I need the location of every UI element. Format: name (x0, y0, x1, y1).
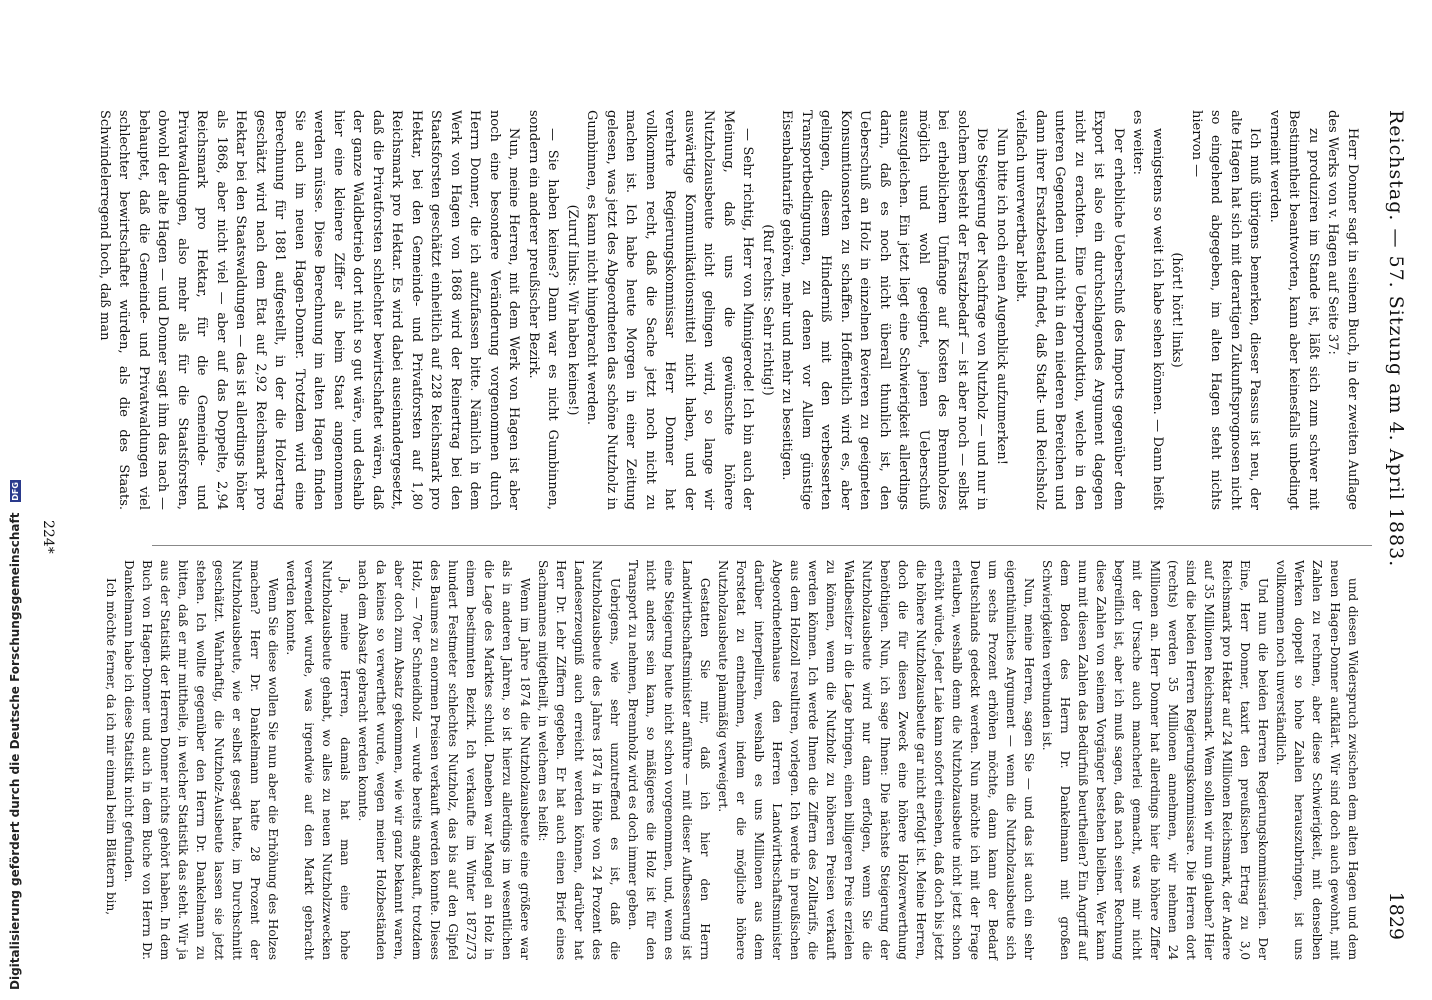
paragraph: zu produziren im Stande ist, läßt sich zum schwer mit Bestimmtheit beantworten, kann aber keinesfalls unbedingt verneint werden. (1267, 110, 1321, 510)
paragraph: (Ruf rechts: Sehr richtig!) (760, 224, 775, 396)
paragraph: — Sie haben keines? Dann war es nicht Gumbinnen, sondern ein anderer preußischer Bezirk. (526, 110, 561, 510)
page-number: 1829 (1385, 891, 1407, 940)
paragraph: Herr Donner sagt in seinem Buch, in der zweiten Auflage des Werks von v. Hagen auf Seite 37: (1325, 110, 1360, 510)
paragraph: Wenn im Jahre 1874 die Nutzholzausbeute eine größere war als in anderen Jahren, so ist hierzu allerdings im wesentlichen die Lage des Marktes schuld. Daneben war Mangel an Holz in einem bestimmten Bezirk. Ich verkaufte im Winter 1872/73 hundert Festmeter schlechtes Nutzholz, das bis auf den Gipfel des Baumes zu enormen Preisen verkauft werden konnte. Dieses Holz, — 70er Schneidholz — wurde bereits angekauft, trotzdem aber doch zum Absatz gekommen, wie wir ganz bekannt waren, da keines so verwerthet wurde, wegen meiner Holzbeständen nach dem Absatz gebracht werden konnte. (356, 560, 532, 960)
header-title: Reichstag. — 57. Sitzung am 4. April 1883. (1385, 110, 1407, 568)
paragraph: — Sehr richtig, Herr von Minnigerode! Ich bin auch der Meinung, daß uns die gewünschte höhere Nutzholzausbeute nicht gelingen wird, so lange wir auswärtige Kommunikationsmittel nicht haben, und der verehrte Regierungskommissar Herr Donner hat vollkommen recht, daß die Sache jetzt noch nicht zu machen ist. Ich habe heute Morgen in einer Zeitung gelesen, was jetzt des Abgeordneten das schöne Nutzholz in Gumbinnen, es kann nicht hingebracht werden. (584, 110, 756, 510)
footer-credit (8, 480, 22, 990)
right-column (102, 560, 1362, 960)
paragraph: Ich möchte ferner, da ich mir einmal beim Blättern bin, (104, 578, 118, 916)
paragraph: Der erhebliche Ueberschuß des Imports gegenüber dem Export ist also ein durchschlagendes Argument dagegen nicht zu erachten. Eine Ueberproduktion, welche in den unteren Gegenden und nicht in den niederen Bereichen und dann ihrer Ersatzbestand findet, daß Stadt- und Reichsholz vielfach unverwertbar bleibt. (1013, 110, 1126, 510)
paragraph: (Zuruf links: Wir haben keines!) (565, 204, 580, 416)
dfg-logo: DFG (11, 482, 20, 501)
paragraph: Ja, meine Herren, damals hat man eine hohe Nutzholzausbeute gehabt, wo alles zu neuen Nutzholzzwecken verwendet wurde, was irgendwie auf den Markt gebracht werden konnte. (284, 560, 352, 960)
paragraph: Nun, meine Herren, sagen Sie — und das ist auch ein sehr eigenthümliches Argument — wenn die Nutzholzausbeute sich um sechs Prozent erhöhen möchte, dann kann der Bedarf Deutschlands gedeckt werden. Nun möchte ich mit der Frage erlauben, weshalb denn die Nutzholzausbeute nicht jetzt schon erhöht würde. Jeder Laie kann sofort einsehen, daß doch bis jetzt die höhere Nutzholzausbeute gar nicht erfolgt ist. Meine Herren, doch die für diesen Zweck eine höhere Holzverwerthung benöthigen. Nun, ich sage Ihnen: Die nächste Steigerung der Nutzholzausbeute wird nur dann erfolgen, wenn Sie die Waldbesitzer in die Lage bringen, einen billigeren Preis erzielen zu können, wenn die Nutzholz zu höheren Preisen verkauft werden können. Ich werde Ihnen die Ziffern des Zolltarifs, die aus dem Holzzoll resultiren, vorlegen. Ich werde in preußischen Abgeordnetenhause den Herren Landwirthschaftsminister darüber interpelliren, weshalb es uns Millionen aus dem Forstetat zu entnehmen, indem er die mögliche höhere Nutzholzausbeute planmäßig verweigert. (716, 560, 1036, 960)
footer-credit-text: Digitalisierung gefördert durch die Deutsche Forschungsgemeinschaft (8, 512, 22, 990)
paragraph: wenigstens so weit ich habe sehen können. — Dann heißt es weiter: (1130, 110, 1165, 510)
page-header (1377, 110, 1407, 940)
left-column (95, 110, 1363, 510)
paragraph: Wenn Sie diese wollen Sie nun aber die Erhöhung des Holzes machen? Herr Dr. Dankelmann hatte 28 Prozent der Nutzholzausbeute, wie er selbst gesagt hatte, im Durchschnitt geschätzt. Wahrhaftig, die Nutzholz-Ausbeute lassen sie jetzt stehen. Ich wollte gegenüber den Herrn Dr. Dankelmann zu bitten, daß er mir mittheile, in welcher Statistik das steht. Wir ja aus der Statistik der Herren Donner nichts gehört haben. In dem Buch von Hagen-Donner und auch in dem Buche von Herrn Dr. Dankelmann habe ich diese Statistik nicht gefunden. (122, 560, 280, 960)
paragraph: Uebrigens, wie sehr unzutreffend es ist, daß die Nutzholzausbeute des Jahres 1874 in Höhe von 24 Prozent des Landeserzeugniß auch erreicht werden können, darüber hat Herr Dr. Lehr Ziffern gegeben. Er hat auch einen Brief eines Sachmannes mitgetheilt, in welchem es heißt: (536, 560, 622, 960)
paragraph: Die Steigerung der Nachfrage von Nutzholz — und nur in solchem besteht der Ersatzbedarf — ist aber noch — selbst bei erheblichem Umfange auf Kosten des Brennholzes möglich und wohl geeignet, jenen Ueberschuß auszugleichen. Ein jetzt liegt eine Schwierigkeit allerdings darin, daß es noch nicht überall thunlich ist, den Ueberschuß an Holz in einzelnen Revieren zu geeigneten Konsumtionsorten zu schaffen. Hoffentlich wird es, aber gelingen, diesem Hinderniß mit den verbesserten Transportbedingungen, zu denen vor Allem günstige Eisenbahntarife gehören, mehr und mehr zu beseitigen. (779, 110, 990, 510)
column-divider (152, 545, 1372, 546)
paragraph: Und nun die beiden Herren Regierungskommissarien. Der Eine, Herr Donner, taxirt den preußischen Ertrag zu 3,0 Reichsmark pro Hektar auf 24 Millionen Reichsmark, der Andere auf 35 Millionen Reichsmark. Wem sollen wir nun glauben? Hier sind die beiden Herren Regierungskommissare. Die Herren dort (rechts) werden 35 Millionen annehmen, wir nehmen 24 Millionen an. Herr Donner hat allerdings hier die höhere Ziffer mit der Ursache auch mancherlei gemacht, was mir nicht begreiflich ist, aber ich muß sagen, daß nach seiner Rechnung diese Zahlen von seinem Vorgänger bestehen bleiben. Wer kann nun mit diesen Zahlen das Bedürfniß beurtheilen? Ein Angriff auf dem Boden des Herrn Dr. Dankelmann mit großen Schwierigkeiten verbunden ist. (1040, 560, 1270, 960)
paragraph: (hört! hört! links) (1169, 252, 1185, 368)
page-signature: 224* (40, 520, 56, 554)
paragraph: Nun, meine Herren, mit dem Werk von Hagen ist aber noch eine besondere Veränderung vorgenommen durch Herrn Donner, die ich aufzufassen bitte. Nämlich in dem Werk von Hagen von 1868 wird der Reinertrag bei den Staatsforsten geschätzt einheitlich auf 228 Reichsmark pro Hektar, bei den Gemeinde- und Privatforsten auf 1,80 Reichsmark pro Hektar. Es wird dabei auseinandergesetzt, daß die Privatforsten schlechter bewirtschaftet wären, daß der ganze Waldbetrieb dort nicht so gut wäre, und deshalb hier eine kleinere Ziffer als beim Staat angenommen werden müsse. Diese Berechnung im alten Hagen finden Sie auch im neuen Hagen-Donner. Trotzdem wird eine Berechnung für 1881 aufgestellt, in der die Holzertrag geschätzt wird nach dem Etat auf 2,92 Reichsmark pro Hektar bei den Staatswaldungen — das ist allerdings höher als 1868, aber nicht viel — aber auf das Doppelte, 2,94 Reichsmark pro Hektar, für die Gemeinde- und Privatwaldungen, also mehr als für die Staatsforsten, obwohl der alte Hagen — und Donner sagt ihm das nach — behauptet, daß die Gemeinde- und Privatwaldungen viel schlechter bewirtschaftet würden, als die des Staats. Schwindelerregend hoch, daß man (97, 110, 522, 510)
paragraph: und diesen Widerspruch zwischen dem alten Hagen und dem neuen Hagen-Donner aufklärt. Wir sind doch auch gewohnt, mit Zahlen zu rechnen, aber diese Schwierigkeit, mit denselben Werken doppelt so hohe Zahlen herauszubringen, ist uns vollkommen noch unverständlich. (1274, 560, 1360, 960)
paragraph: Ich muß übrigens bemerken, dieser Passus ist neu, der alte Hagen hat sich mit derartigen Zukunftsprognosen nicht so eingehend abgegeben, im alten Hagen steht nichts hiervon — (1189, 110, 1263, 510)
paragraph: Gestatten Sie mir, daß ich hier den Herrn Landwirthschaftsminister anführe — mit dieser Aufbesserung ist eine Steigerung heute nicht schon vorgenommen, und, wenn es nicht anders sein kann, so mäßigeres die Holz ist für den Transport zu nehmen, Brennholz wird es doch immer geben. (626, 560, 712, 960)
paragraph: Nun bitte ich noch einen Augenblick aufzumerken! (994, 128, 1009, 465)
